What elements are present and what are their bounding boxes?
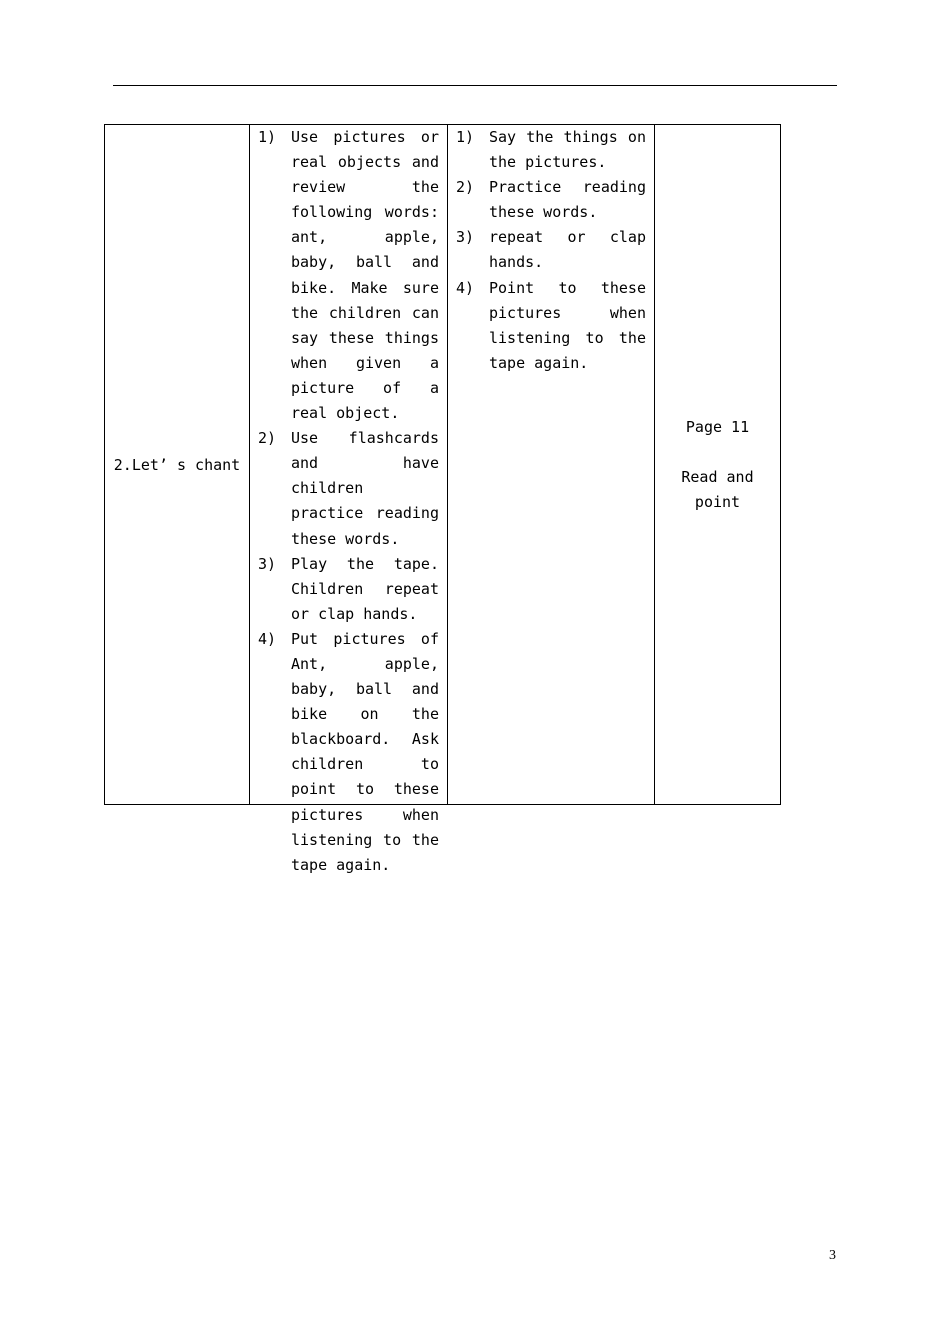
list-item: [250, 125, 447, 426]
step-text: Practice reading these words.: [489, 178, 646, 222]
step-text: repeat or clap hands.: [489, 228, 646, 272]
list-item: [250, 627, 447, 878]
resource-task-line1: Read and: [681, 467, 754, 486]
resource-page: Page 11: [685, 417, 750, 436]
step-text: Play the tape. Children repeat or clap hands.: [291, 554, 439, 623]
teacher-steps-cell: [250, 125, 448, 874]
step-number: 2): [258, 429, 277, 448]
step-number: 1): [258, 128, 277, 146]
list-item: [250, 552, 447, 627]
list-item: [448, 225, 654, 275]
step-text: Use pictures or real objects and review the following words: ant, apple, baby, ball and bike. Make sure the children can say these things when given a picture of a real object.: [291, 128, 439, 423]
student-steps-cell: [448, 125, 655, 805]
resource-task-line2: point: [694, 492, 741, 511]
step-number: 3): [456, 228, 475, 247]
step-number: 4): [258, 629, 277, 648]
activity-cell: [105, 125, 250, 805]
step-number: 4): [456, 278, 475, 297]
lesson-plan-table: [104, 124, 781, 874]
table-row: [105, 125, 781, 805]
page-number: 3: [829, 1248, 836, 1263]
step-number: 3): [258, 554, 277, 573]
step-text: Put pictures of Ant, apple, baby, ball and bike on the blackboard. Ask children to point to these pictures when listening to the tape again.: [291, 629, 439, 874]
teacher-steps-list: [250, 125, 447, 878]
list-item: [448, 276, 654, 376]
step-number: 1): [456, 128, 475, 146]
header-rule: [113, 85, 837, 86]
step-text: Say the things on the pictures.: [489, 128, 646, 172]
list-item: [250, 426, 447, 551]
step-text: Use flashcards and have children practice reading these words.: [291, 429, 439, 548]
student-steps-list: [448, 125, 654, 376]
step-number: 2): [456, 178, 475, 197]
list-item: [448, 125, 654, 175]
list-item: [448, 175, 654, 225]
step-text: Point to these pictures when listening to the tape again.: [489, 278, 646, 372]
resource-cell: [655, 125, 781, 805]
activity-name: 2.Let’ s chant: [113, 455, 241, 474]
